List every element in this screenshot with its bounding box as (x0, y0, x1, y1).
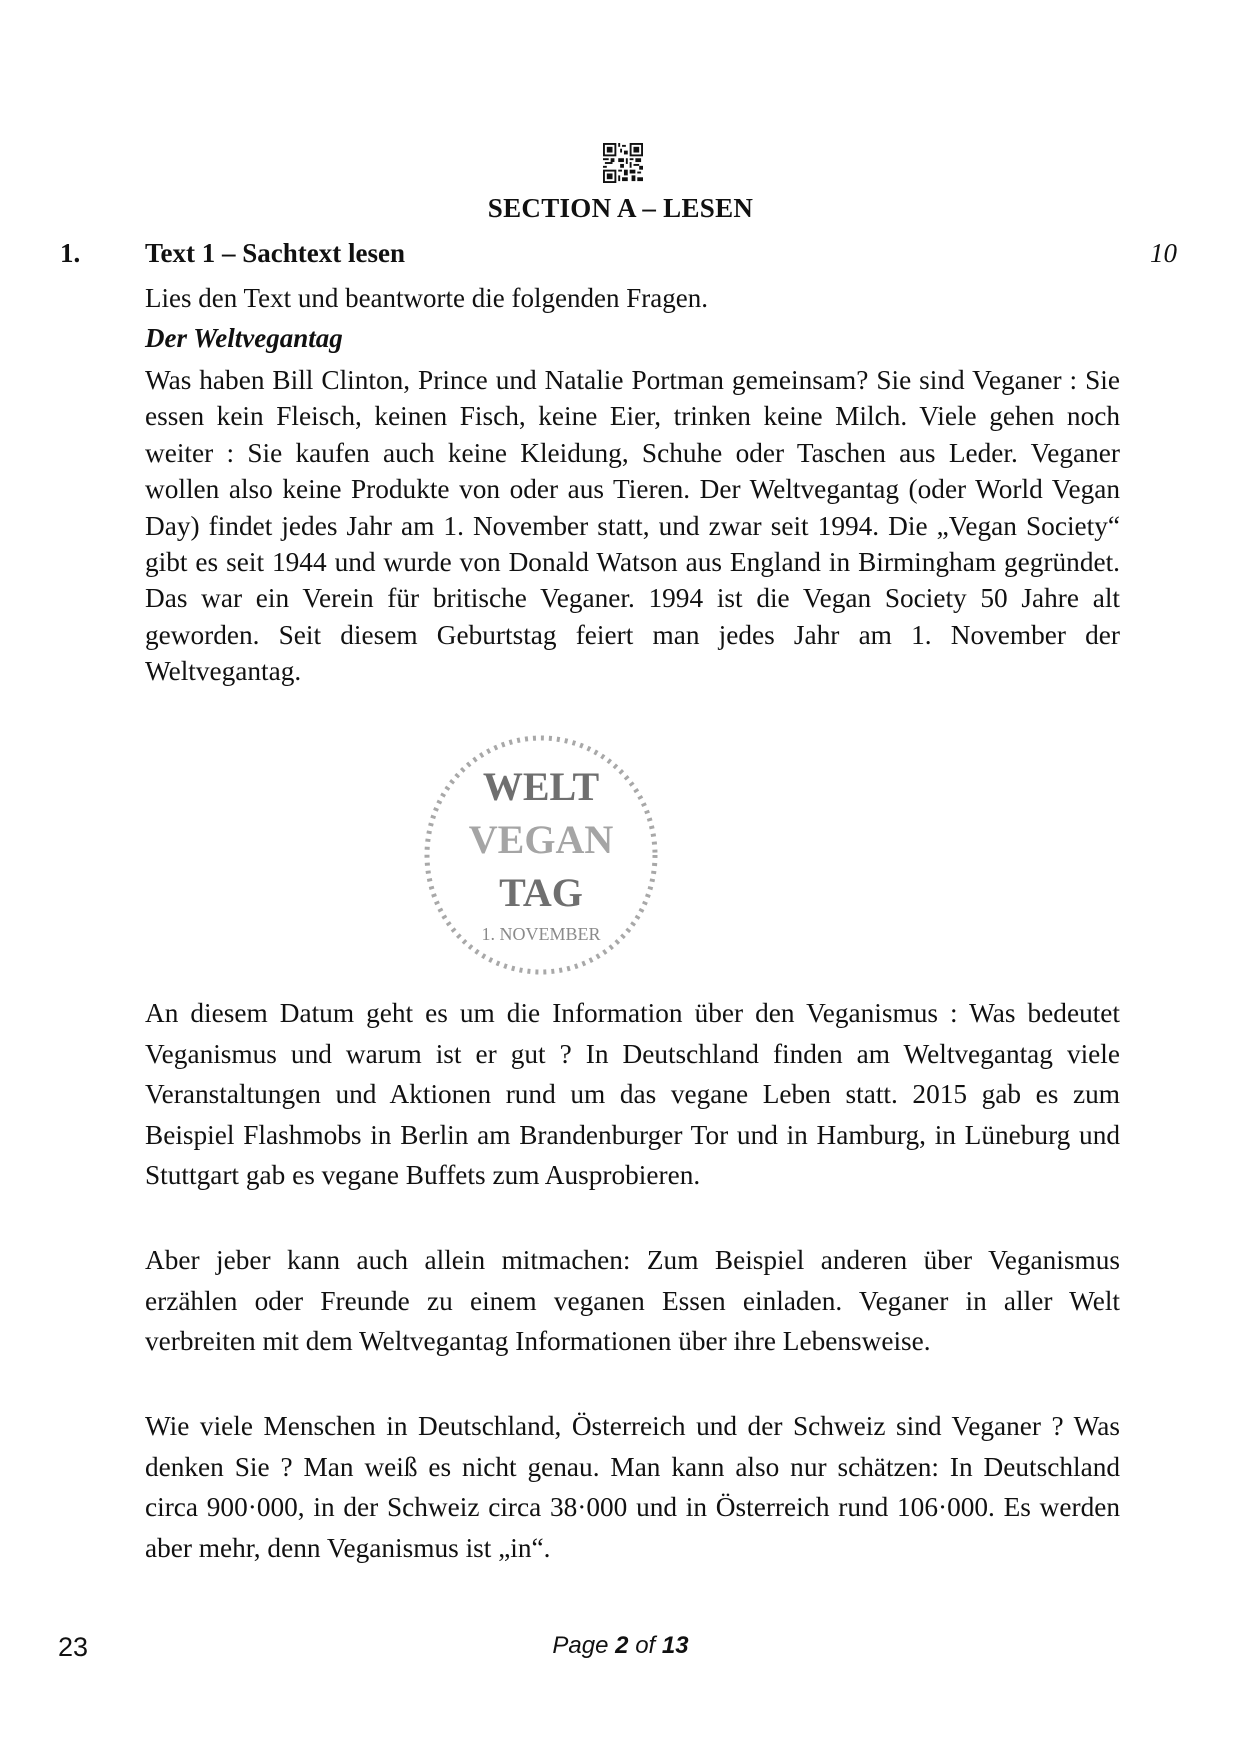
stamp-line-tag: TAG (499, 870, 583, 915)
question-instruction: Lies den Text und beantworte die folgenden Fragen. (145, 283, 708, 313)
qr-code-graphic (603, 143, 643, 183)
paragraph: Aber jeber kann auch allein mitmachen: Zum Beispiel anderen über Veganismus erzählen oder Freunde zu einem veganen Essen einladen. Veganer in aller Welt verbreiten mit dem Weltvegantag Informationen über ihre Lebensweise. (145, 1245, 1120, 1356)
stamp-date: 1. NOVEMBER (481, 924, 601, 944)
page-prefix: Page (552, 1632, 609, 1659)
page-total: 13 (661, 1632, 689, 1659)
paragraph: An diesem Datum geht es um die Information über den Veganismus : Was bedeutet Veganismus und warum ist er gut ? In Deutschland finden am Weltvegantag viele Veranstaltungen und Aktionen rund um das vegane Leben statt. 2015 gab es zum Beispiel Flashmobs in Berlin am Brandenburger Tor und in Hamburg, in Lüneburg und Stuttgart gab es vegane Buffets zum Ausprobieren. (145, 998, 1120, 1190)
page-number (0, 1632, 1241, 1660)
paragraph: Wie viele Menschen in Deutschland, Österreich und der Schweiz sind Veganer ? Was denken Sie ? Man weiß es nicht genau. Man kann also nur schätzen: In Deutschland circa 900·000, in der Schweiz circa 38·000 und in Österreich rund 106·000. Es werden aber mehr, denn Veganismus ist „in“. (145, 1411, 1120, 1563)
weltvegantag-stamp (421, 733, 661, 978)
stamp-line-welt: WELT (482, 764, 600, 809)
question-number: 1. (60, 238, 81, 268)
question-title: Text 1 – Sachtext lesen (145, 238, 405, 268)
page-of: of (635, 1632, 656, 1659)
page-current: 2 (615, 1632, 629, 1659)
paragraph: Was haben Bill Clinton, Prince und Natalie Portman gemeinsam? Sie sind Veganer : Sie essen kein Fleisch, keinen Fisch, keine Eier, trinken keine Milch. Viele gehen noch weiter : Sie kaufen auch keine Kleidung, Schuhe oder Taschen aus Leder. Veganer wollen also keine Produkte von oder aus Tieren. Der Weltvegantag (oder World Vegan Day) findet jedes Jahr am 1. November statt, und zwar seit 1994. Die „Vegan Society“ gibt es seit 1944 und wurde von Donald Watson aus England in Birmingham gegründet. Das war ein Verein für britische Veganer. 1994 ist die Vegan Society 50 Jahre alt geworden. Seit diesem Geburtstag feiert man jedes Jahr am 1. November der Weltvegantag. (145, 365, 1120, 687)
stamp-line-vegan: VEGAN (468, 817, 614, 862)
section-title: SECTION A – LESEN (487, 193, 754, 223)
footer-code: 23 (58, 1632, 89, 1662)
qr-code-icon (603, 143, 643, 183)
question-marks: 10 (1150, 238, 1177, 268)
text-title: Der Weltvegantag (145, 323, 343, 353)
